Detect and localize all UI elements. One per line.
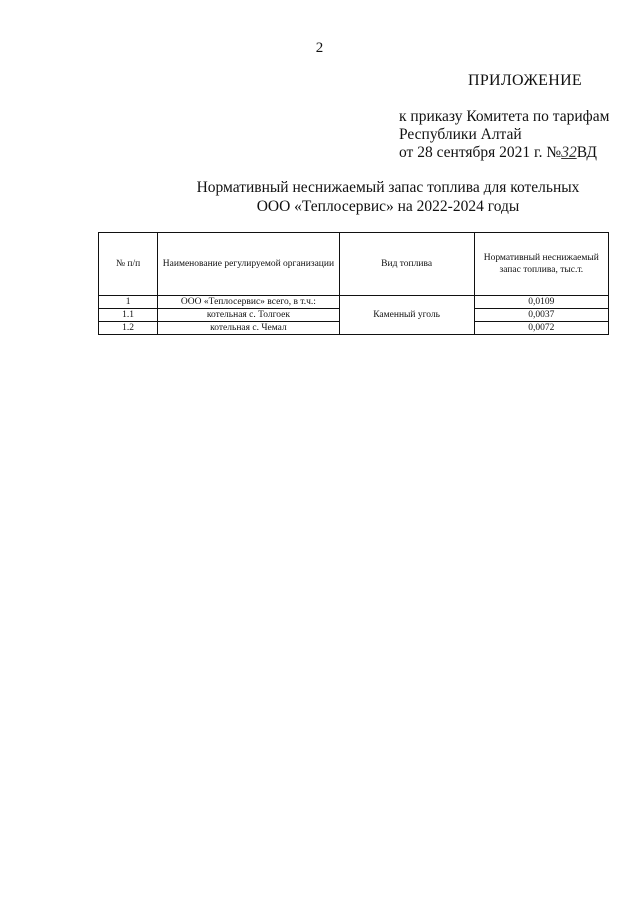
order-suffix: ВД	[576, 144, 598, 161]
table-header-row	[99, 233, 609, 296]
appendix-ref-line-3	[399, 144, 609, 162]
document-title-line-1: Нормативный неснижаемый запас топлива для котельных	[196, 179, 580, 196]
header-fuel-type: Вид топлива	[339, 233, 474, 296]
row-organization: котельная с. Толгоек	[158, 309, 339, 322]
appendix-ref-date: от 28 сентября 2021 г. №	[399, 144, 562, 161]
appendix-title: ПРИЛОЖЕНИЕ	[468, 72, 583, 89]
header-organization: Наименование регулируемой организации	[158, 233, 339, 296]
document-title	[0, 178, 639, 216]
row-reserve-value: 0,0037	[474, 309, 608, 322]
row-reserve-value: 0,0072	[474, 322, 608, 335]
appendix-ref-line-1: к приказу Комитета по тарифам	[399, 108, 610, 125]
document-title-line-2: ООО «Теплосервис» на 2022-2024 годы	[256, 198, 520, 215]
row-number: 1.2	[99, 322, 158, 335]
row-number: 1.1	[99, 309, 158, 322]
page-number: 2	[315, 40, 324, 56]
row-organization: котельная с. Чемал	[158, 322, 339, 335]
fuel-type-cell: Каменный уголь	[339, 296, 474, 335]
appendix-ref-line-2: Республики Алтай	[399, 126, 522, 143]
table-row	[99, 296, 609, 309]
row-reserve-value: 0,0109	[474, 296, 608, 309]
order-number: 32	[561, 144, 577, 161]
row-number: 1	[99, 296, 158, 309]
header-number: № п/п	[99, 233, 158, 296]
appendix-reference	[399, 108, 609, 162]
fuel-reserve-table	[98, 232, 609, 335]
header-reserve: Нормативный неснижаемый запас топлива, тыс.т.	[474, 233, 608, 296]
row-organization: ООО «Теплосервис» всего, в т.ч.:	[158, 296, 339, 309]
